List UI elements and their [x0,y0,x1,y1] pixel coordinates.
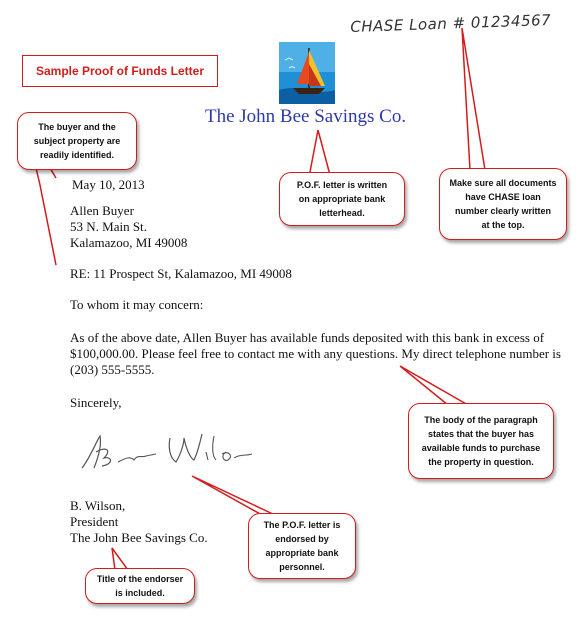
callout-line: states that the buyer has [427,429,534,439]
chase-callout-pointer [462,28,485,170]
callout-endorser-title [85,568,195,604]
callout-line: at the top. [481,220,525,230]
document-title: Sample Proof of Funds Letter [22,55,218,87]
callout-endorsed [248,513,356,579]
callout-line: the property in question. [428,457,534,467]
body-line: $100,000.00. Please feel free to contact me with any questions. My direct telephone number is [70,346,561,361]
endorser-title-callout-pointer [112,548,128,570]
callout-line: Make sure all documents [449,178,557,188]
callout-line: appropriate bank [265,548,339,558]
callout-line: on appropriate bank [298,194,386,204]
callout-line: personnel. [279,562,325,572]
recipient-name: Allen Buyer [70,203,134,218]
salutation: To whom it may concern: [70,297,204,312]
signer-name: B. Wilson, [70,498,126,513]
callout-chase-loan [439,168,567,240]
buyer-callout-pointer [36,168,56,265]
signer-company: The John Bee Savings Co. [70,530,208,545]
callout-line: is included. [115,588,165,598]
callout-line: The body of the paragraph [424,415,538,425]
bank-letterhead-name: The John Bee Savings Co. [205,106,407,127]
callout-line: The P.O.F. letter is [263,520,341,530]
sailboat-logo-icon [279,42,335,104]
callout-letterhead [279,172,405,226]
handwritten-loan-number: CHASE Loan # 01234567 [350,10,552,36]
callout-line: available funds to purchase [421,443,541,453]
callout-line: subject property are [33,136,121,146]
closing: Sincerely, [70,395,122,410]
callout-line: have CHASE loan [465,192,541,202]
endorsed-callout-pointer [192,476,275,515]
handwritten-signature-icon [78,428,258,476]
recipient-street: 53 N. Main St. [70,219,147,234]
callout-line: letterhead. [319,208,365,218]
re-line: RE: 11 Prospect St, Kalamazoo, MI 49008 [70,266,292,281]
callout-line: The buyer and the [38,122,116,132]
signer-title: President [70,514,119,529]
callout-line: Title of the endorser [96,574,184,584]
letter-date: May 10, 2013 [72,177,145,192]
body-callout-pointer [400,366,468,405]
callout-buyer-identified [17,112,137,170]
callout-line: readily identified. [39,150,115,160]
recipient-city: Kalamazoo, MI 49008 [70,235,188,250]
callout-line: P.O.F. letter is written [296,180,388,190]
callout-body-paragraph [408,403,554,479]
callout-line: endorsed by [275,534,329,544]
body-line: As of the above date, Allen Buyer has available funds deposited with this bank in excess of [70,330,545,345]
body-line: (203) 555-5555. [70,362,155,377]
letterhead-callout-pointer [310,130,330,175]
callout-line: number clearly written [454,206,551,216]
